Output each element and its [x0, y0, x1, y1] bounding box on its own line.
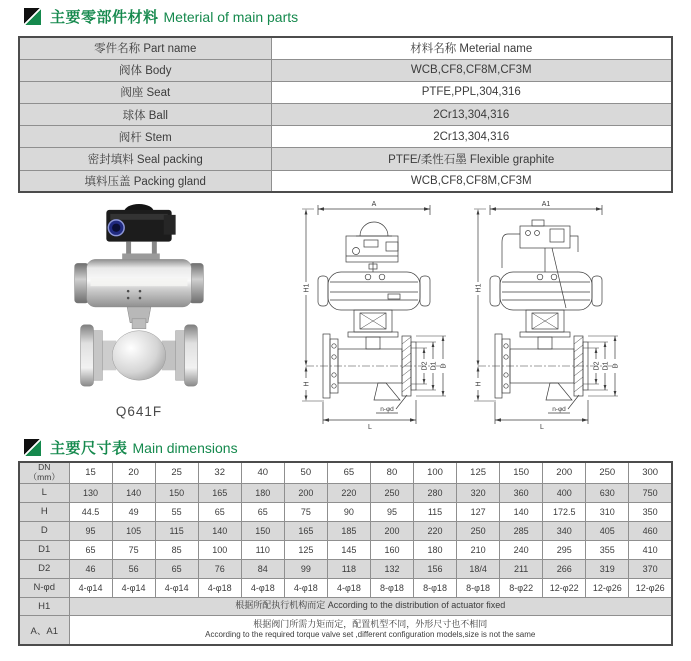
materials-row	[19, 81, 672, 103]
dn-label: DN	[38, 462, 51, 472]
dim-label-D: D	[612, 363, 620, 369]
dn-column-header: 150	[500, 462, 543, 483]
dn-column-header: 50	[284, 462, 327, 483]
dims-row	[19, 521, 672, 540]
dim-value-cell: 220	[327, 483, 370, 502]
dn-column-header: 32	[198, 462, 241, 483]
dim-value-cell: 4-φ14	[155, 578, 198, 597]
dn-column-header: 250	[586, 462, 629, 483]
part-name-cell: 球体 Ball	[19, 104, 271, 126]
dim-value-cell: 84	[241, 559, 284, 578]
material-name-cell: WCB,CF8,CF8M,CF3M	[271, 59, 672, 81]
dim-value-cell: 360	[500, 483, 543, 502]
dims-row	[19, 578, 672, 597]
dim-label-D: D	[440, 363, 448, 369]
dim-value-cell: 75	[112, 540, 155, 559]
dim-value-cell: 118	[327, 559, 370, 578]
material-name-cell: PTFE,PPL,304,316	[271, 81, 672, 103]
dim-label-L: L	[540, 424, 544, 431]
section-title-dimensions	[50, 437, 238, 458]
dim-note-cell: 根据阀门所需力矩而定，配置机型不同，外形尺寸也不相同 According to the required torque valve set ,different configuration models,size is not the same	[69, 615, 672, 645]
dim-value-cell: 160	[370, 540, 413, 559]
part-name-cell: 密封填料 Seal packing	[19, 148, 271, 170]
dim-value-cell: 49	[112, 502, 155, 521]
dim-label-L: L	[368, 424, 372, 431]
dim-value-cell: 12-φ22	[543, 578, 586, 597]
dim-value-cell: 350	[629, 502, 672, 521]
materials-table	[18, 36, 673, 193]
dim-value-cell: 410	[629, 540, 672, 559]
dims-row	[19, 502, 672, 521]
dim-label-H: H	[475, 381, 483, 387]
dim-row-label: D1	[19, 540, 69, 559]
dim-value-cell: 65	[155, 559, 198, 578]
dim-value-cell: 8-φ18	[370, 578, 413, 597]
section-header-materials	[24, 6, 298, 27]
dim-value-cell: 125	[284, 540, 327, 559]
dimension-drawing-front	[290, 196, 458, 436]
dim-value-cell: 4-φ18	[327, 578, 370, 597]
dim-value-cell: 44.5	[69, 502, 112, 521]
dim-value-cell: 156	[414, 559, 457, 578]
dim-value-cell: 319	[586, 559, 629, 578]
dim-label-holes: n-φd	[380, 406, 394, 413]
material-name-header-cell: 材料名称 Meterial name	[271, 37, 672, 59]
dim-value-cell: 65	[198, 502, 241, 521]
materials-row	[19, 104, 672, 126]
dim-value-cell: 12-φ26	[629, 578, 672, 597]
dim-value-cell: 95	[69, 521, 112, 540]
dim-value-cell: 295	[543, 540, 586, 559]
dn-column-header: 40	[241, 462, 284, 483]
dims-row	[19, 615, 672, 645]
dim-value-cell: 370	[629, 559, 672, 578]
dim-value-cell: 266	[543, 559, 586, 578]
dim-note-cell: 根据所配执行机构而定 According to the distribution of actuator fixed	[69, 597, 672, 615]
dn-column-header: 80	[370, 462, 413, 483]
dim-value-cell: 4-φ18	[284, 578, 327, 597]
materials-row	[19, 170, 672, 192]
dn-column-header: 200	[543, 462, 586, 483]
dim-row-label: H	[19, 502, 69, 521]
dim-value-cell: 8-φ18	[457, 578, 500, 597]
dn-column-header: 100	[414, 462, 457, 483]
materials-row	[19, 148, 672, 170]
dim-value-cell: 140	[500, 502, 543, 521]
dim-value-cell: 150	[155, 483, 198, 502]
dim-value-cell: 340	[543, 521, 586, 540]
dim-row-label: A、A1	[19, 615, 69, 645]
dim-value-cell: 310	[586, 502, 629, 521]
dim-label-H1: H1	[303, 283, 311, 293]
dim-value-cell: 180	[241, 483, 284, 502]
dim-label-D1: D1	[602, 361, 610, 371]
dim-row-label: D	[19, 521, 69, 540]
dim-value-cell: 750	[629, 483, 672, 502]
valve-product-photo	[64, 202, 214, 400]
material-name-cell: 2Cr13,304,316	[271, 104, 672, 126]
dim-value-cell: 180	[414, 540, 457, 559]
dim-value-cell: 200	[284, 483, 327, 502]
dim-value-cell: 130	[69, 483, 112, 502]
pneumatic-actuator	[75, 259, 204, 307]
dn-unit-label: （mm）	[28, 471, 60, 482]
dn-column-header: 15	[69, 462, 112, 483]
dim-value-cell: 4-φ18	[198, 578, 241, 597]
dim-value-cell: 12-φ26	[586, 578, 629, 597]
dim-row-label: N-φd	[19, 578, 69, 597]
dims-header-row	[19, 462, 672, 483]
section-title-zh: 主要零部件材料	[50, 9, 159, 26]
dim-value-cell: 210	[457, 540, 500, 559]
dim-value-cell: 56	[112, 559, 155, 578]
dim-value-cell: 250	[457, 521, 500, 540]
dim-value-cell: 320	[457, 483, 500, 502]
dim-value-cell: 200	[370, 521, 413, 540]
dims-row	[19, 559, 672, 578]
dim-value-cell: 140	[198, 521, 241, 540]
dim-value-cell: 240	[500, 540, 543, 559]
section-header-dimensions	[24, 437, 238, 458]
dim-label-H1: H1	[475, 283, 483, 293]
part-name-cell: 填料压盖 Packing gland	[19, 170, 271, 192]
dim-label-D2: D2	[421, 361, 429, 371]
dim-value-cell: 76	[198, 559, 241, 578]
section-title-en: Main dimensions	[132, 440, 238, 456]
diagonal-split-square-icon	[24, 8, 41, 25]
dim-value-cell: 150	[241, 521, 284, 540]
dim-value-cell: 65	[69, 540, 112, 559]
dim-value-cell: 8-φ18	[414, 578, 457, 597]
dim-value-cell: 100	[198, 540, 241, 559]
part-name-cell: 阀杆 Stem	[19, 126, 271, 148]
limit-switch-box	[106, 204, 175, 242]
materials-header-row	[19, 37, 672, 59]
dim-value-cell: 18/4	[457, 559, 500, 578]
dim-value-cell: 250	[370, 483, 413, 502]
part-name-cell: 阀座 Seat	[19, 81, 271, 103]
dim-value-cell: 46	[69, 559, 112, 578]
dim-value-cell: 4-φ18	[241, 578, 284, 597]
section-title-zh: 主要尺寸表	[50, 440, 128, 457]
dim-value-cell: 85	[155, 540, 198, 559]
dims-row	[19, 597, 672, 615]
model-label: Q641F	[115, 404, 163, 419]
dim-label-A1: A1	[541, 201, 551, 208]
dim-value-cell: 355	[586, 540, 629, 559]
diagonal-split-square-icon	[24, 439, 41, 456]
dim-value-cell: 55	[155, 502, 198, 521]
dn-column-header: 65	[327, 462, 370, 483]
valve-body	[81, 307, 198, 386]
dimensions-table	[18, 461, 673, 646]
dim-label-H: H	[303, 381, 311, 387]
dim-value-cell: 220	[414, 521, 457, 540]
actuator-standoffs	[122, 242, 160, 260]
dim-value-cell: 140	[112, 483, 155, 502]
dim-value-cell: 145	[327, 540, 370, 559]
dim-value-cell: 165	[198, 483, 241, 502]
dn-corner-cell	[19, 462, 69, 483]
dim-value-cell: 65	[241, 502, 284, 521]
dim-value-cell: 132	[370, 559, 413, 578]
dim-value-cell: 8-φ22	[500, 578, 543, 597]
dims-row	[19, 483, 672, 502]
dim-value-cell: 99	[284, 559, 327, 578]
material-name-cell: WCB,CF8,CF8M,CF3M	[271, 170, 672, 192]
dim-label-D1: D1	[430, 361, 438, 371]
dim-label-D2: D2	[593, 361, 601, 371]
dim-value-cell: 285	[500, 521, 543, 540]
materials-row	[19, 59, 672, 81]
dim-value-cell: 127	[457, 502, 500, 521]
dim-value-cell: 405	[586, 521, 629, 540]
dim-value-cell: 165	[284, 521, 327, 540]
dim-value-cell: 280	[414, 483, 457, 502]
dn-column-header: 125	[457, 462, 500, 483]
dim-row-label: H1	[19, 597, 69, 615]
dn-column-header: 300	[629, 462, 672, 483]
dim-value-cell: 630	[586, 483, 629, 502]
section-title-materials	[50, 6, 298, 27]
materials-row	[19, 126, 672, 148]
dn-column-header: 25	[155, 462, 198, 483]
dim-value-cell: 4-φ14	[112, 578, 155, 597]
dim-label-A: A	[371, 201, 377, 208]
dim-value-cell: 110	[241, 540, 284, 559]
material-name-cell: 2Cr13,304,316	[271, 126, 672, 148]
part-name-cell: 阀体 Body	[19, 59, 271, 81]
material-name-cell: PTFE/柔性石墨 Flexible graphite	[271, 148, 672, 170]
dims-row	[19, 540, 672, 559]
dn-column-header: 20	[112, 462, 155, 483]
section-title-en: Meterial of main parts	[163, 9, 299, 25]
dim-value-cell: 75	[284, 502, 327, 521]
dim-value-cell: 211	[500, 559, 543, 578]
dim-value-cell: 90	[327, 502, 370, 521]
dimension-drawing-side	[462, 196, 630, 436]
dim-value-cell: 172.5	[543, 502, 586, 521]
dim-row-label: D2	[19, 559, 69, 578]
dim-value-cell: 460	[629, 521, 672, 540]
dim-value-cell: 105	[112, 521, 155, 540]
dim-label-holes: n-φd	[552, 406, 566, 413]
dim-value-cell: 95	[370, 502, 413, 521]
dim-value-cell: 185	[327, 521, 370, 540]
dim-value-cell: 4-φ14	[69, 578, 112, 597]
dim-value-cell: 115	[155, 521, 198, 540]
dim-row-label: L	[19, 483, 69, 502]
dim-value-cell: 115	[414, 502, 457, 521]
part-name-header-cell: 零件名称 Part name	[19, 37, 271, 59]
dim-value-cell: 400	[543, 483, 586, 502]
